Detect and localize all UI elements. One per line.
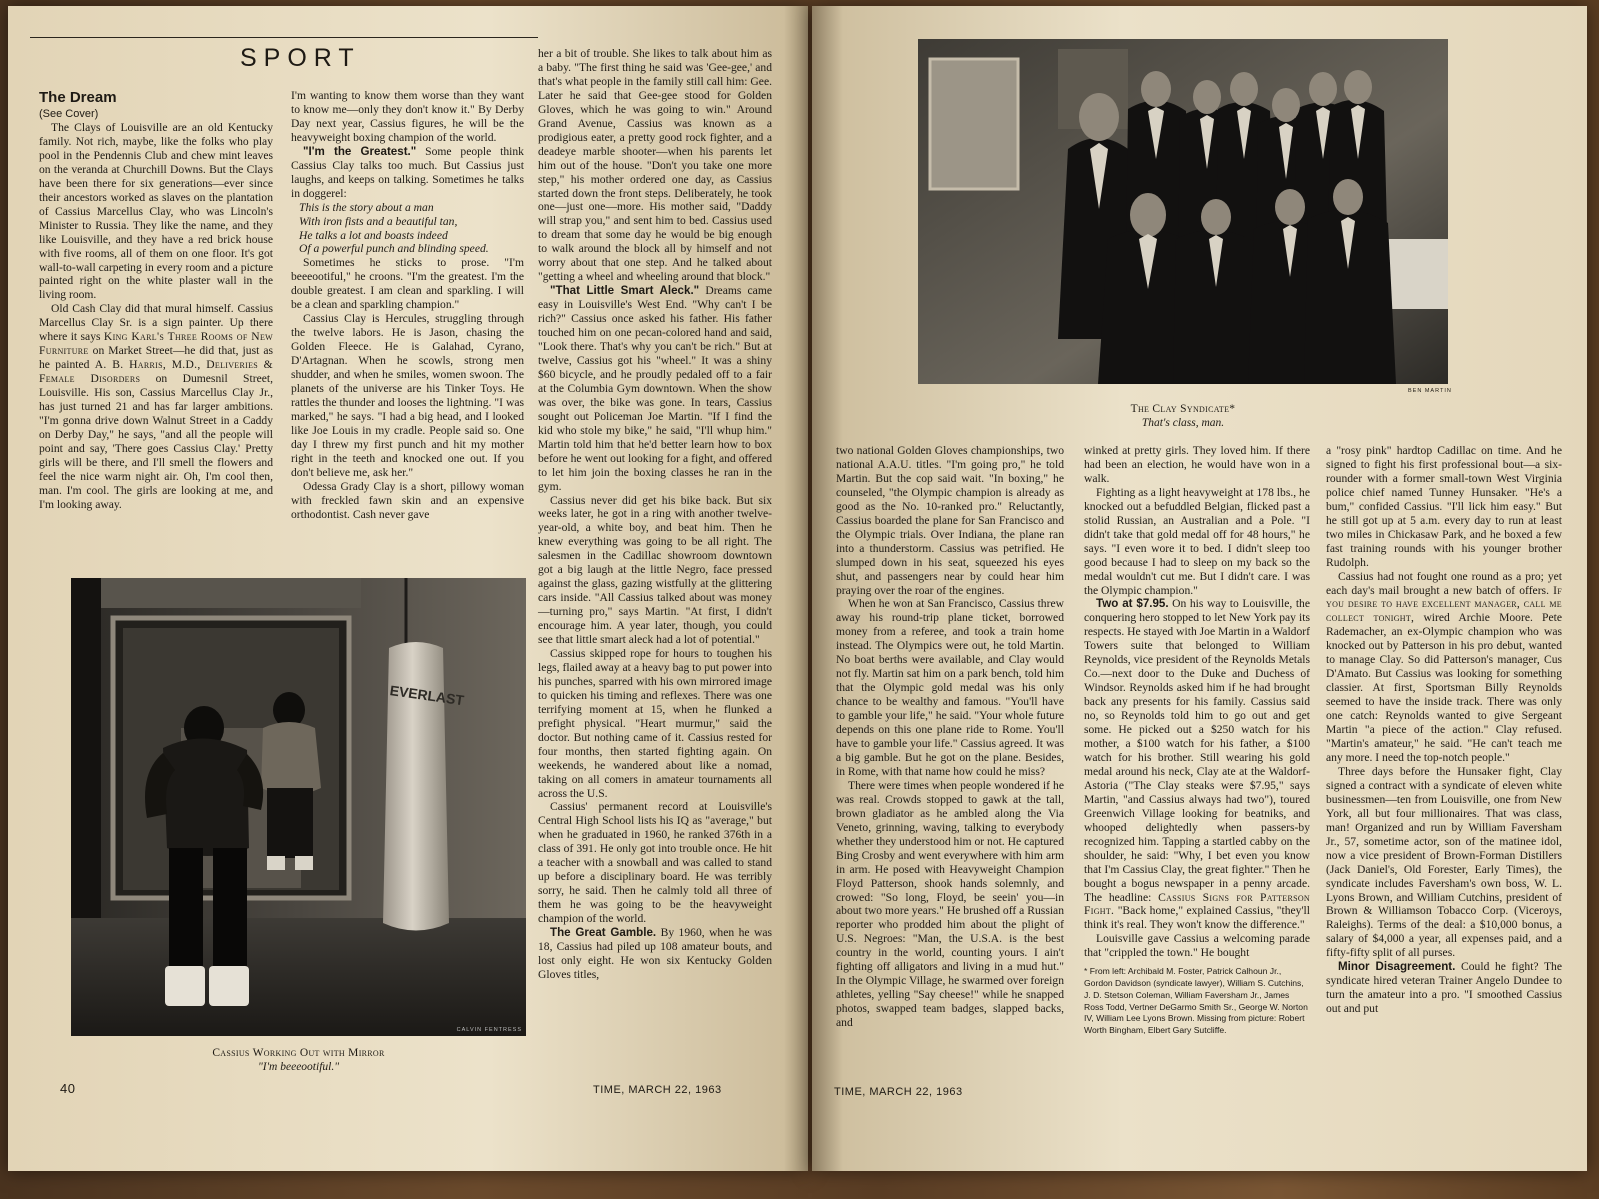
paragraph: Three days before the Hunsaker fight, Clay signed a contract with a syndicate of eleven white businessmen—ten from Louisville, one from New York, all but four millionaires. That was class, man! Organized and run by William Faversham Jr., 57, sometime actor, son of the matinee idol, now a vice president of Brown-Forman Distillers (Jack Daniel's, Old Forester, Early Times), the syndicate includes Faversham's own boss, W. L. Lyons Brown, and William Cutchins, president of Brown & Williamson Tobacco Corp. (Viceroys, Raleighs). Terms of the deal: a $10,000 bonus, a salary of $4,000 a year, all expenses paid, and a fifty-fifty split of all purses.	[1326, 764, 1562, 960]
left-page	[8, 6, 808, 1171]
footer-issue: TIME, MARCH 22, 1963	[593, 1084, 722, 1096]
paragraph: Sometimes he sticks to prose. "I'm beeeootiful," he croons. "I'm the greatest. I'm the double greatest. I am clean and sparkling. I will be a clean and sparkling champion."	[291, 256, 524, 312]
paragraph: I'm wanting to know them worse than they want to know me—only they don't know it." By Derby Day next year, Cassius figures, he will be the heavyweight boxing champion of the world.	[291, 89, 524, 144]
paragraph: her a bit of trouble. She likes to talk about him as a baby. "The first thing he said was 'Gee-gee,' and that's what people in the family still call him: Gee. Later he said that Gee-gee stood for Golden Gloves, which he was going to win." Around Grand Avenue, Cassius was known as a prodigious eater, a pretty good rock fighter, and a deadeye marble shooter—when his parents let him out of the house. "Don't you take one more step," his mother ordered one day, as Cassius started down the front steps. Deliberately, he took one—just one—more. His mother said, "Daddy will strap you," and sent him to bed. Cassius used to dream that some day he would be big enough to walk around the block all by himself and not worry about that one step. And he talked about "getting a wheel and wheeling around that block."	[538, 47, 772, 284]
paragraph: The Clays of Louisville are an old Kentucky family. Not rich, maybe, like the folks who play pool in the Pendennis Club and chew mint leaves on the veranda at Churchill Downs. But the Clays have been there for six generations—ever since their ancestors worked as slaves on the plantation of Cassius Marcellus Clay, who was Lincoln's Minister to Russia. They like the name, and they like Louisville, and they have a red brick house with five rooms, all of them on one floor. It's got wall-to-wall carpeting in every room and a picture painted right on the white plaster wall in the living room.	[39, 121, 273, 302]
subhead: Two at $7.95.	[1096, 597, 1169, 611]
paragraph: Cassius' permanent record at Louisville's Central High School lists his IQ as "average," but when he graduated in 1960, he ranked 376th in a class of 391. He only got into trouble once. He hit a teacher with a snowball and was called to stand up before a disciplinary board. He was terribly sorry, he said. Then he calmly told all three of them he was going to be the heavyweight champion of the world.	[538, 800, 772, 926]
caption-quote: "I'm beeeootiful."	[257, 1061, 340, 1073]
paragraph: Cassius Clay is Hercules, struggling through the twelve labors. He is Jason, chasing the Golden Fleece. He is Galahad, Cyrano, D'Artagnan. When he scowls, strong men shudder, and when he smiles, women swoon. The planets of the universe are his Tinker Toys. He rattles the thunder and looses the lightning. "I was marked," he says. "I had a big head, and I looked like Joe Louis in my cradle. People said so. One day I threw my first punch and hit my mother right in the teeth and knocked one out. If you don't believe me, ask her."	[291, 312, 524, 479]
section-title: SPORT	[240, 44, 361, 72]
paragraph: Two at $7.95. On his way to Louisville, the conquering hero stopped to let New York pay its respects. He stayed with Joe Martin in a Waldorf Towers suite that belonged to William Reynolds, vice president of the Reynolds Metals Co.—next door to the Duke and Duchess of Windsor. Reynolds asked him if he had brought back any presents for his family. Cassius said no, so Reynolds told him to go out and get some. He picked out a $250 watch for his mother, a $100 watch for his father, a $100 watch for his brother. Still wearing his gold medal around his neck, Clay ate at the Waldorf-Astoria ("The Clay steaks were $7.95," says Martin, "and Cassius always had two"), toured Greenwich Village looking for beatniks, and whooped delightedly when passers-by recognized him. Tapping a startled cabby on the shoulder, he said: "Why, I bet even you know that I'm Cassius Clay, the great fighter." Then he bought a bogus newspaper in a penny arcade. The headline: Cassius Signs for Patterson Fight. "Back home," explained Cassius, "they'll think it's real. They won't know the difference."	[1084, 597, 1310, 932]
subhead: The Great Gamble.	[550, 926, 657, 940]
article-column-1	[39, 89, 273, 512]
caption-title: Cassius Working Out with Mirror	[212, 1047, 385, 1059]
paragraph: Fighting as a light heavyweight at 178 lbs., he knocked out a befuddled Belgian, flicked past a stolid Russian, an Australian and a Pole. "I didn't take that gold medal off for 48 hours," he says. "I even wore it to bed. I didn't sleep too good because I had to sleep on my back so the medal wouldn't cut me. But I didn't care. I was the Olympic champion."	[1084, 485, 1310, 597]
syndicate-photo-caption	[918, 402, 1448, 430]
article-column-4	[836, 444, 1064, 1030]
article-column-3	[538, 47, 772, 982]
paragraph: a "rosy pink" hardtop Cadillac on time. And he signed to fight his first professional bout—a six-rounder with a former small-town West Virginia police chief named Tunney Hunsaker. "He's a bum," confided Cassius. "I'll lick him easy." But he still got up at 5 a.m. every day to run at least two miles in Chickasaw Park, and he boxed a few fast training rounds with his younger brother Rudolph.	[1326, 444, 1562, 569]
subhead: Minor Disagreement.	[1338, 960, 1456, 974]
syndicate-photo-art	[918, 39, 1448, 384]
paragraph: When he won at San Francisco, Cassius threw away his round-trip plane ticket, borrowed money from a referee, and took a train home instead. The Olympics were out, he told Martin. No boat berths were available, and Clay would not fly. Martin sat him on a park bench, told him that the Olympic gold medal was his only chance to be wealthy and famous. "You'll have to gamble your life," he said. "Your whole future depends on this one plane ride to Rome. You'll have to gamble your life." Cassius agreed. It was a big gamble. But he got on the plane. Besides, in Rome, with that name how could he miss?	[836, 597, 1064, 778]
paragraph: Old Cash Clay did that mural himself. Cassius Marcellus Clay Sr. is a sign painter. Up there where it says King Karl's Three Rooms of New Furniture on Market Street—he did that, just as he painted A. B. Harris, M.D., Deliveries & Female Disorders on Dumesnil Street, Louisville. His son, Cassius Marcellus Clay Jr., has just turned 21 and has far larger ambitions. "I'm gonna drive down Walnut Street in a Caddy on Derby Day," he says, "and all the people will point and say, 'There goes Cassius Clay.' Pretty girls will be there, and I'll smell the flowers and feel the nice warm night air. Oh, I'm cool then, man. I'm cool. The girls are looking at me, and I'm looking away.	[39, 302, 274, 511]
sign-text: A. B. Harris, M.D., Deliveries & Female Disorders	[39, 358, 273, 386]
paragraph: Cassius had not fought one round as a pro; yet each day's mail brought a new batch of offers. If you desire to have excellent manager, call me collect tonight, wired Archie Moore. Pete Rademacher, an ex-Olympic champion who was knocked out by Patterson in his pro debut, wanted to manage Clay. So did Patterson's manager, Cus D'Amato. But Cassius was looking for something classier. At first, Sportsman Billy Reynolds seemed to have the inside track. There was only one catch: Reynolds wanted to give Sergeant Martin "a piece of the action." Clay refused. "Martin's amateur," he said. "He can't teach me any more. I need the top-notch people."	[1326, 569, 1563, 764]
verse: This is the story about a man With iron fists and a beautiful tan, He talks a lot and boasts indeed Of a powerful punch and blinding speed.	[299, 200, 489, 256]
subhead: "I'm the Greatest."	[303, 144, 417, 158]
boxer-photo-art	[71, 578, 526, 1036]
bag-brand-text: EVERLAST	[388, 682, 465, 709]
sign-text: King Karl's Three Rooms of New Furniture	[39, 330, 273, 358]
article-column-5	[1084, 444, 1310, 1037]
article-column-6	[1326, 444, 1562, 1016]
paragraph: Cassius never did get his bike back. But six weeks later, he got in a ring with another twelve-year-old, a white boy, and beat him. Then he knew everything was going to be all right. The salesmen in the Cadillac showroom downtown got a big laugh at the little Negro, face pressed against the glass, gazing wistfully at the glittering cars inside. "All Cassius talked about was money—turning pro," says Martin. "At first, I didn't encourage him. A year later, though, you could see that little smart aleck had a lot of potential."	[538, 493, 772, 647]
boxer-photo	[71, 578, 526, 1036]
page-number: 40	[60, 1081, 76, 1096]
paragraph: Louisville gave Cassius a welcoming parade that "crippled the town." He bought	[1084, 932, 1310, 960]
caption-quote: That's class, man.	[1141, 417, 1225, 429]
telegram-text: If you desire to have excellent manager, call me collect tonight,	[1326, 583, 1563, 625]
paragraph: Cassius skipped rope for hours to toughen his legs, flailed away at a heavy bag to put power into his punches, sparred with his own mirrored image to quicken his timing and reflexes. There was one terrifying moment at 15, when he flunked a prefight physical. "Heart murmur," said the doctor. But nothing came of it. Cassius rested for four months, then started fighting again. On weekends, he wandered about like a nomad, taking on all comers in amateur tournaments all across the U.S.	[538, 646, 772, 800]
paragraph: "I'm the Greatest." Some people think Cassius Clay talks too much. But Cassius just laughs, and keeps on talking. Sometimes he talks in doggerel:	[291, 144, 524, 200]
subhead: "That Little Smart Aleck."	[550, 284, 700, 298]
paragraph: Odessa Grady Clay is a short, pillowy woman with freckled fawn skin and an expensive orthodontist. Cash never gave	[291, 479, 524, 521]
photo-footnote: * From left: Archibald M. Foster, Patrick Calhoun Jr., Gordon Davidson (syndicate lawyer), William S. Cutchins, J. D. Stetson Coleman, William Faversham Jr., James Ross Todd, Vertner DeGarmo Smith Sr., George W. Norton IV, William Lee Lyons Brown. Missing from picture: Robert Worth Bingham, Elbert Gary Sutcliffe.	[1084, 966, 1308, 1036]
paragraph: "That Little Smart Aleck." Dreams came easy in Louisville's West End. "Why can't I be rich?" Cassius once asked his father. His father touched him on one pecan-colored hand and said, "Look there. That's why you can't be rich." But at twelve, Cassius got his "wheel." It was a shiny $60 bicycle, and he proudly pedaled off to a fair at the Columbia Gym downtown. When the show was over, the bike was gone. In tears, Cassius sought out Policeman Joe Martin. "If I find the kid who stole my bike," he said, "I'll whup him." Martin told him that he'd better learn how to box before he went out looking for a fight, and offered to let him join the boxing classes he ran in the gym.	[538, 284, 772, 493]
article-column-2	[291, 89, 524, 522]
paragraph: two national Golden Gloves championships, two national A.A.U. titles. "I'm going pro," he told Martin. But the cop said wait. "In boxing," he counseled, "the Olympic champion is already as good as the No. 10-ranked pro." Reluctantly, Cassius boarded the plane for San Francisco and the Olympic trials. Over Indiana, the plane ran into a thunderstorm. Cassius was petrified. He slumped down in his seat, squeezed his eyes shut, and passengers near by could hear him praying over the roar of the engines.	[836, 444, 1064, 597]
paragraph: There were times when people wondered if he was real. Crowds stopped to gawk at the tall, brown gladiator as he ambled along the Via Veneto, grinning, waving, talking to everybody whether they understood him or not. He captured Bing Crosby and went everywhere with him arm in arm. He posed with Heavyweight Champion Floyd Patterson, shook hands solemnly, and crowed: "So long, Floyd, be seein' you—in about two more years." He brushed off a Russian reporter who prodded him about the plight of U.S. Negroes: "Man, the U.S.A. is the best country in the world, counting yours. I ain't fighting off alligators and living in a mud hut." In the Olympic Village, he swarmed over foreign athletes, yelling "Say cheese!" while he snapped photos, swapped team badges, slapped backs, and	[836, 778, 1064, 1030]
syndicate-photo	[918, 39, 1448, 384]
photo-credit: CALVIN FENTRESS	[456, 1027, 522, 1033]
section-header	[30, 37, 538, 84]
caption-title: The Clay Syndicate*	[1130, 403, 1236, 415]
footer-issue: TIME, MARCH 22, 1963	[834, 1086, 963, 1098]
paragraph: winked at pretty girls. They loved him. If there had been an election, he would have won in a walk.	[1084, 444, 1310, 485]
paragraph: Minor Disagreement. Could he fight? The syndicate hired veteran Trainer Angelo Dundee to turn the amateur into a pro. "I smoothed Cassius out and put	[1326, 960, 1562, 1016]
headline-text: Cassius Signs for Patterson Fight.	[1084, 890, 1310, 918]
story-title: The Dream	[39, 89, 117, 106]
boxer-photo-caption	[71, 1046, 526, 1074]
paragraph: The Great Gamble. By 1960, when he was 18, Cassius had piled up 108 amateur bouts, and lost only eight. He won six Kentucky Golden Gloves titles,	[538, 926, 773, 981]
story-subtitle: (See Cover)	[39, 108, 99, 120]
photo-credit: BEN MARTIN	[1408, 388, 1452, 394]
right-page	[812, 6, 1587, 1171]
